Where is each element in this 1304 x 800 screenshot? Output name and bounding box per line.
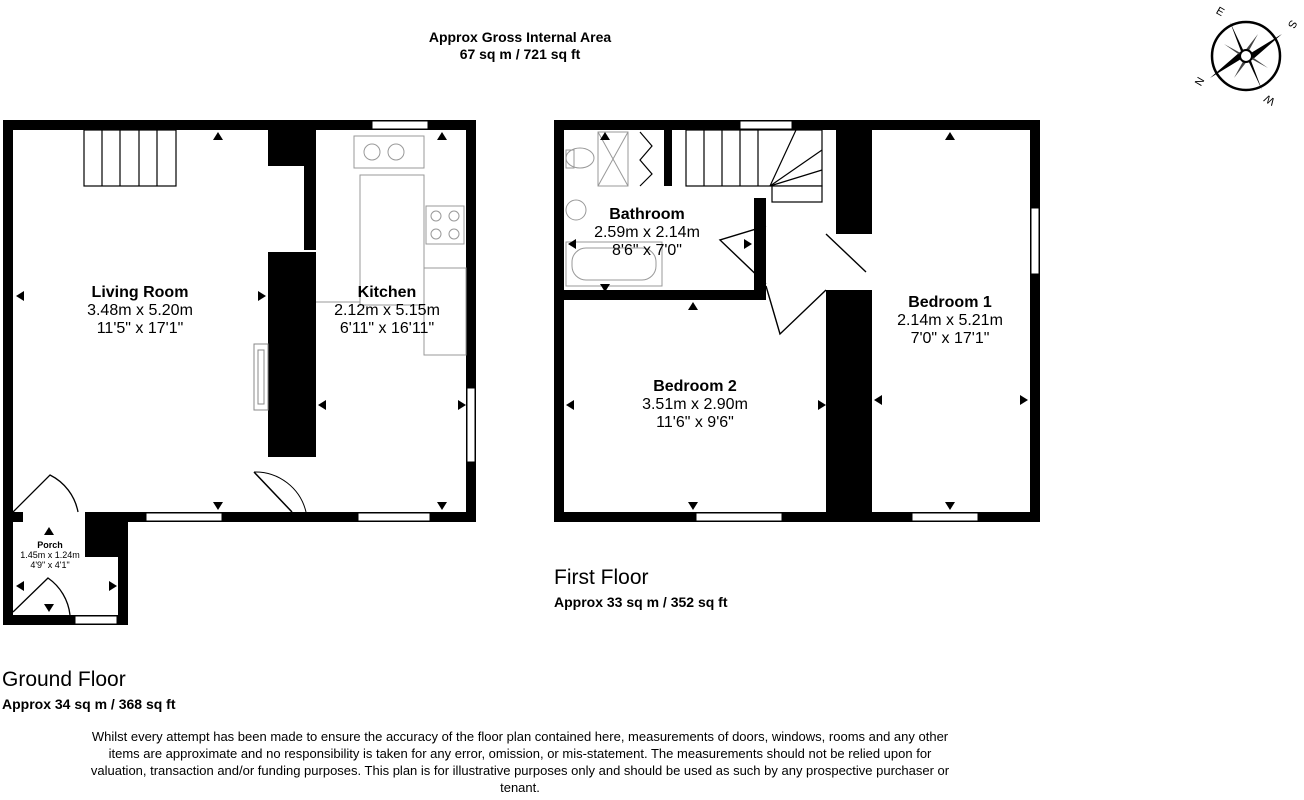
wardrobe [640,132,652,186]
bathroom-name: Bathroom [609,206,685,223]
room-label-living-room [60,284,220,338]
kitchen-name: Kitchen [357,284,417,301]
room-label-porch [10,540,90,570]
living-room-name: Living Room [91,284,189,301]
room-label-bedroom-2 [615,378,775,432]
ground-floor-stairs [84,130,176,186]
living-room-metric: 3.48m x 5.20m [87,302,193,319]
ground-floor-area: Approx 34 sq m / 368 sq ft [2,696,176,712]
porch-name: Porch [37,540,63,550]
bedroom-2-name: Bedroom 2 [653,378,737,395]
porch-metric: 1.45m x 1.24m [20,550,80,560]
porch-imperial: 4'9" x 4'1" [30,560,70,570]
kitchen-imperial: 6'11" x 16'11" [339,320,435,337]
bathroom-imperial: 8'6" x 7'0" [612,242,682,259]
first-floor-stairs [686,130,822,202]
bedroom-1-name: Bedroom 1 [908,294,992,311]
compass-s: S [1284,17,1300,31]
compass-w: W [1262,91,1278,108]
room-label-bathroom [572,206,722,260]
compass-e: E [1213,4,1227,20]
living-room-imperial: 11'5" x 17'1" [96,320,184,337]
bedroom-2-metric: 3.51m x 2.90m [642,396,748,413]
first-floor-name: First Floor [554,566,649,589]
ground-floor-caption [2,668,176,712]
compass-rose-icon [1190,2,1302,114]
bathroom-metric: 2.59m x 2.14m [594,224,700,241]
bedroom-1-metric: 2.14m x 5.21m [897,312,1003,329]
first-floor-caption [554,566,728,610]
gross-area-value: 67 sq m / 721 sq ft [459,46,581,62]
room-label-bedroom-1 [872,294,1028,348]
gross-area-title: Approx Gross Internal Area [428,29,612,45]
kitchen-metric: 2.12m x 5.15m [334,302,440,319]
bedroom-2-imperial: 11'6" x 9'6" [656,414,734,431]
room-label-kitchen [312,284,462,338]
fireplace [254,344,268,410]
disclaimer-text: Whilst every attempt has been made to ensure the accuracy of the floor plan contained here, measurements of doors, windows, rooms and any other items are approximate and no responsibility is taken for any error, omission, or mis-statement. The measurements should not be relied upon for valuation, transaction and/or funding purposes. This plan is for illustrative purposes only and should be used as such by any prospective purchaser or tenant. [90,729,950,795]
first-floor-area: Approx 33 sq m / 352 sq ft [554,594,728,610]
ground-floor-name: Ground Floor [2,668,126,691]
bedroom-1-imperial: 7'0" x 17'1" [910,330,990,347]
compass-n: N [1192,75,1208,89]
